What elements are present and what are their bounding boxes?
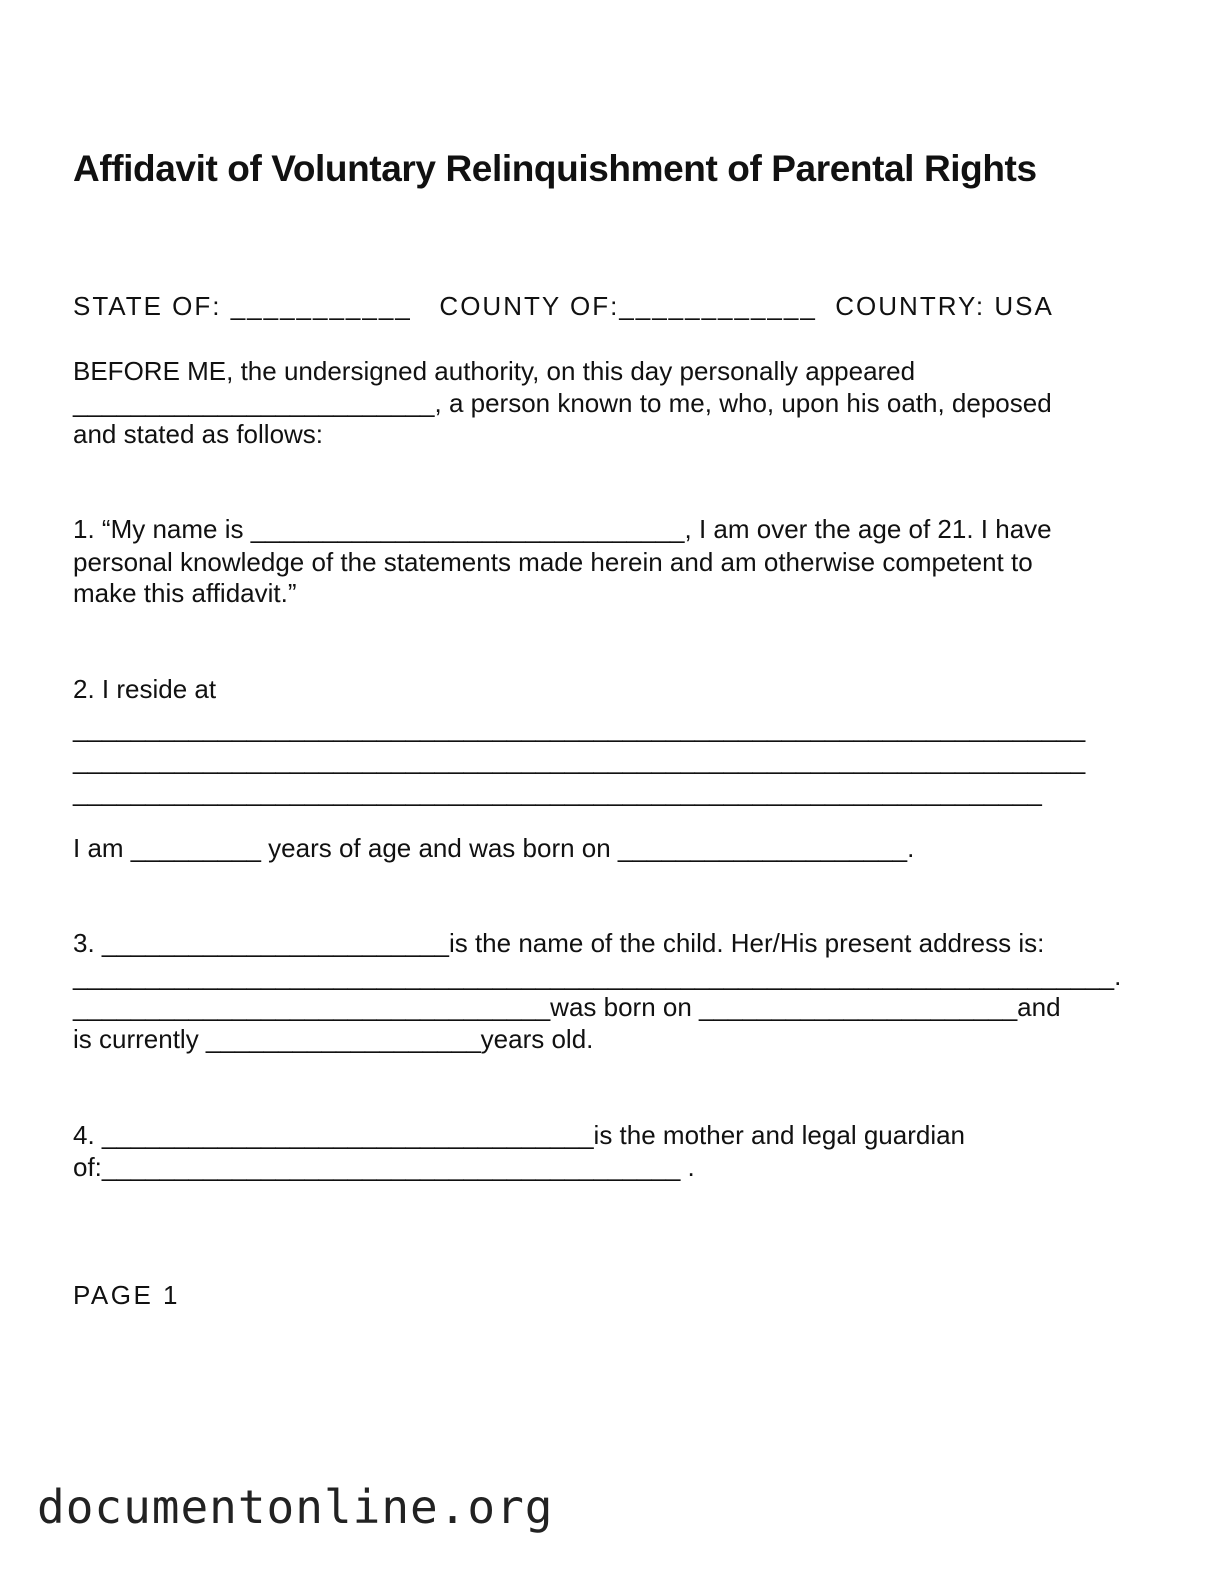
address-blank-3: ___________________________________________________________________: [73, 777, 1042, 807]
para3-line-3: _________________________________was born on ______________________and: [73, 992, 1061, 1022]
document-title: Affidavit of Voluntary Relinquishment of Parental Rights: [73, 148, 1037, 189]
intro-line-2: _________________________, a person known to me, who, upon his oath, deposed: [73, 388, 1052, 418]
page-number: PAGE 1: [73, 1280, 181, 1310]
para1-line-3: make this affidavit.”: [73, 578, 297, 608]
address-blank-2: ______________________________________________________________________: [73, 745, 1086, 775]
para3-line-2: ________________________________________________________________________.: [73, 961, 1122, 991]
para3-line-4: is currently ___________________years old.: [73, 1024, 594, 1054]
jurisdiction-line: STATE OF: ___________ COUNTY OF:____________ COUNTRY: USA: [73, 291, 1054, 321]
watermark: documentonline.org: [37, 1480, 554, 1534]
para3-line-1: 3. ________________________is the name of the child. Her/His present address is:: [73, 928, 1045, 958]
para2-line-1: 2. I reside at: [73, 674, 217, 704]
para4-line-2: of:________________________________________ .: [73, 1152, 695, 1182]
para1-line-2: personal knowledge of the statements made herein and am otherwise competent to: [73, 547, 1033, 577]
age-line: I am _________ years of age and was born on ____________________.: [73, 833, 915, 863]
address-blank-1: ______________________________________________________________________: [73, 713, 1086, 743]
para1-line-1: 1. “My name is ______________________________, I am over the age of 21. I have: [73, 514, 1052, 544]
intro-line-1: BEFORE ME, the undersigned authority, on this day personally appeared: [73, 356, 916, 386]
para4-line-1: 4. __________________________________is the mother and legal guardian: [73, 1120, 966, 1150]
intro-line-3: and stated as follows:: [73, 419, 324, 449]
